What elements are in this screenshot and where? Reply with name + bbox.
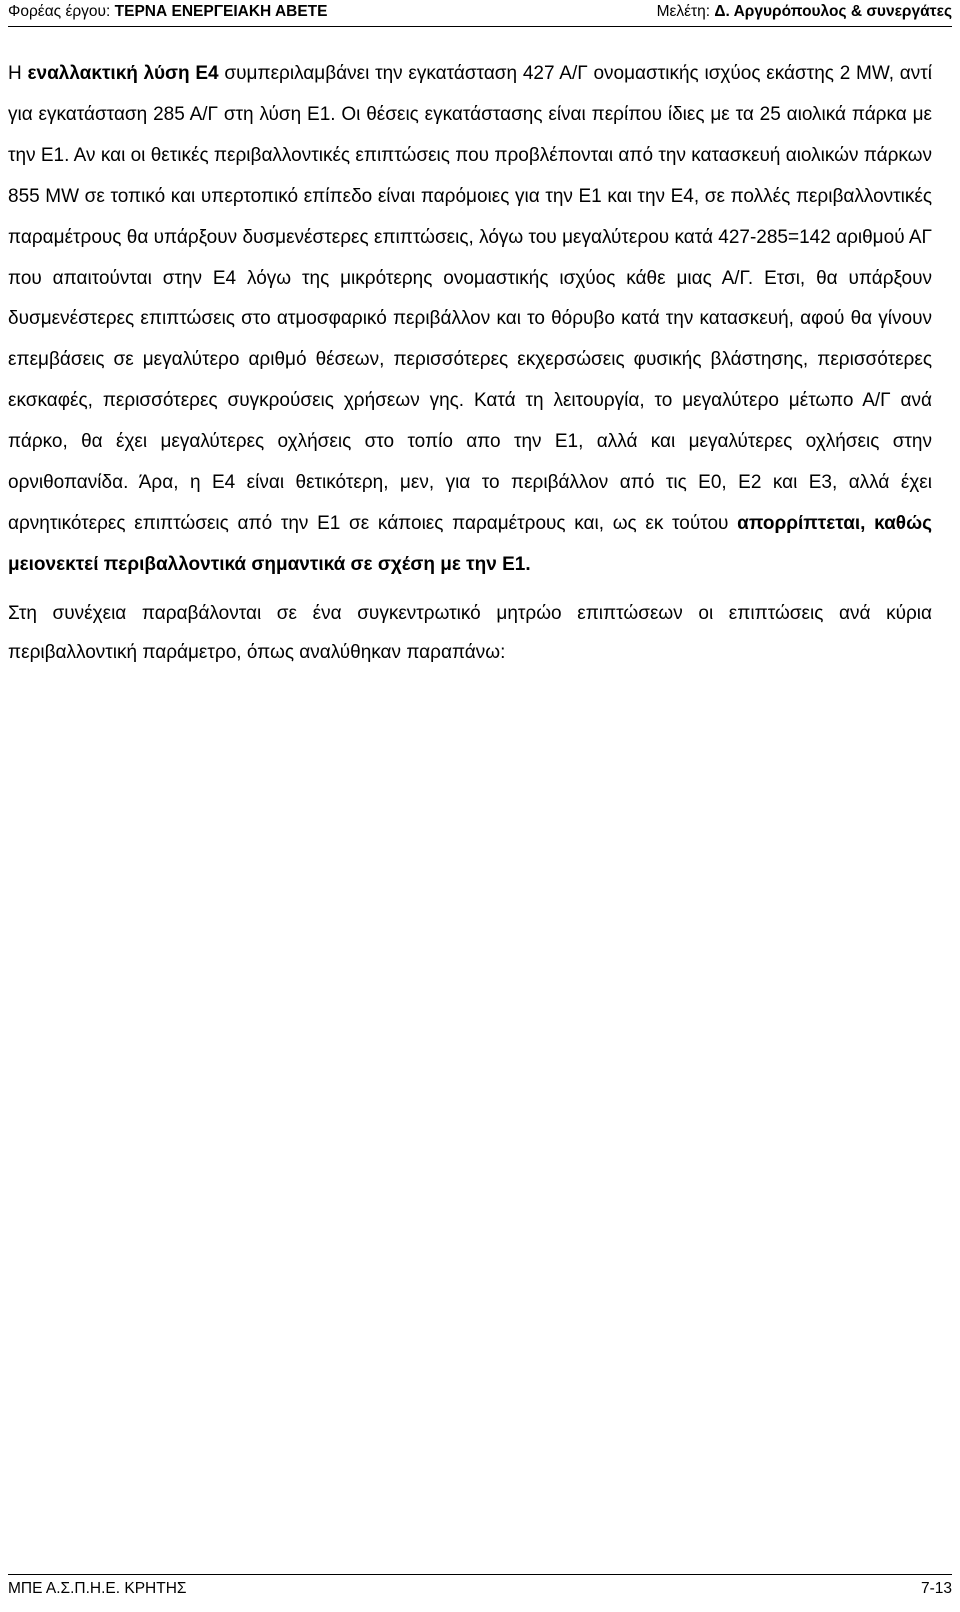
page-header [8, 0, 952, 27]
header-study [657, 0, 952, 24]
header-project-owner-value: ΤΕΡΝΑ ΕΝΕΡΓΕΙΑΚΗ ΑΒΕΤΕ [114, 3, 328, 20]
header-project-owner [8, 0, 328, 24]
document-body [8, 54, 932, 672]
header-study-value: Δ. Αργυρόπουλος & συνεργάτες [714, 3, 952, 20]
header-study-label: Μελέτη: [656, 3, 715, 20]
header-project-owner-label: Φορέας έργου: [8, 3, 115, 20]
p1-text-start: Η [8, 63, 28, 84]
paragraph-impact-matrix-intro: Στη συνέχεια παραβάλονται σε ένα συγκεντρωτικό μητρώο επιπτώσεων οι επιπτώσεις ανά κύρια περιβαλλοντική παράμετρο, όπως αναλύθηκαν παραπάνω: [8, 602, 932, 663]
page-number: 7-13 [920, 1580, 952, 1597]
p1-bold-term: εναλλακτική λύση Ε4 [27, 63, 219, 84]
page-footer [8, 1574, 952, 1599]
footer-document-title: ΜΠΕ Α.Σ.Π.Η.Ε. ΚΡΗΤΗΣ [8, 1580, 187, 1597]
p1-bold-conclusion: απορρίπτεται, καθώς μειονεκτεί περιβαλλοντικά σημαντικά σε σχέση με την Ε1. [8, 512, 932, 575]
p1-text-main: συμπεριλαμβάνει την εγκατάσταση 427 Α/Γ ονομαστικής ισχύος εκάστης 2 MW, αντί για εγκατάσταση 285 Α/Γ στη λύση Ε1. Οι θέσεις εγκατάστασης είναι περίπου ίδιες με τα 25 αιολικά πάρκα με την Ε1. Αν και οι θετικές περιβαλλοντικές επιπτώσεις που προβλέπονται από την κατασκευή αιολικών πάρκων 855 MW σε τοπικό και υπερτοπικό επίπεδο είναι παρόμοιες για την Ε1 και την Ε4, σε πολλές περιβαλλοντικές παραμέτρους θα υπάρξουν δυσμενέστερες επιπτώσεις, λόγω του μεγαλύτερου κατά 427-285=142 αριθμού ΑΓ που απαιτούνται στην Ε4 λόγω της μικρότερης ονομαστικής ισχύος κάθε μιας Α/Γ. Ετσι, θα υπάρξουν δυσμενέστερες επιπτώσεις στο ατμοσφαρικό περιβάλλον και το θόρυβο κατά την κατασκευή, αφού θα γίνουν επεμβάσεις σε μεγαλύτερο αριθμό θέσεων, περισσότερες εκχερσώσεις φυσικής βλάστησης, περισσότερες εκσκαφές, περισσότερες συγκρούσεις χρήσεων γης. Κατά τη λειτουργία, το μεγαλύτερο μέτωπο Α/Γ ανά πάρκο, θα έχει μεγαλύτερες οχλήσεις στο τοπίο απο την Ε1, αλλά και μεγαλύτερες οχλήσεις στην ορνιθοπανίδα. Άρα, η Ε4 είναι θετικότερη, μεν, για το περιβάλλον από τις Ε0, Ε2 και Ε3, αλλά έχει αρνητικότερες επιπτώσεις από την Ε1 σε κάποιες παραμέτρους και, ως εκ τούτου [8, 63, 933, 534]
paragraph-alternative-e4 [8, 54, 932, 586]
